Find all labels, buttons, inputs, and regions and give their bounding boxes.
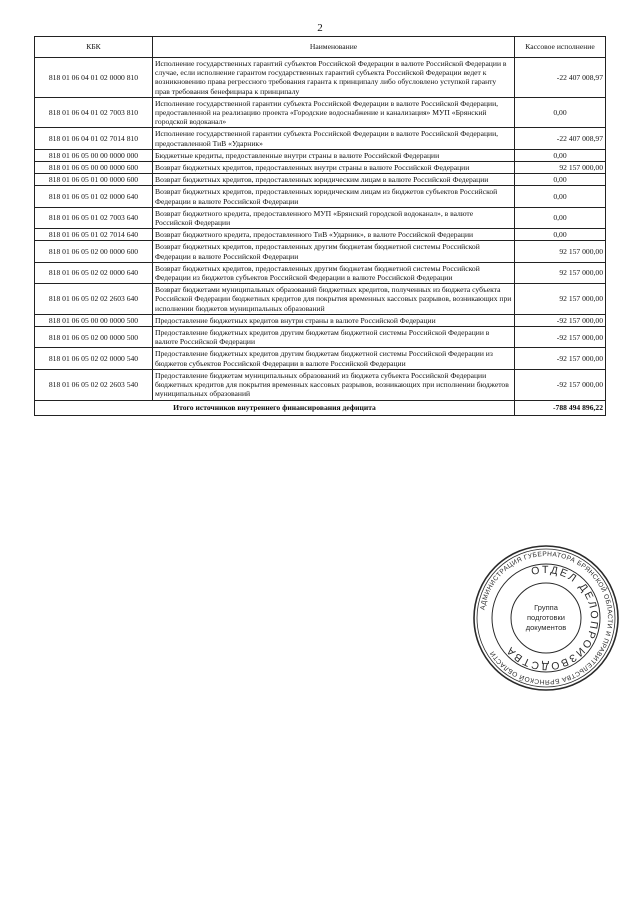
kbk-table xyxy=(34,36,606,416)
name-cell: Исполнение государственных гарантий субъектов Российской Федерации в валюте Российской Федерации в случае, если исполнение гарантом государственных гарантий субъекта Российской Федерации ведет к возникновению права регрессного требования гаранта к принципалу либо обусловлено уступкой гаранту прав требования бенефициара к принципалу xyxy=(153,58,515,98)
name-cell: Предоставление бюджетных кредитов другим бюджетам бюджетной системы Российской Федерации в валюте Российской Федерации xyxy=(153,327,515,348)
table-row xyxy=(35,174,606,186)
table-row xyxy=(35,149,606,161)
kbk-code-cell: 818 01 06 05 00 00 0000 500 xyxy=(35,314,153,326)
stamp-center-line-3: документов xyxy=(525,623,567,632)
amount-cell: 0,00 xyxy=(515,97,606,128)
total-row xyxy=(35,400,606,415)
amount-cell: 0,00 xyxy=(515,186,606,207)
name-cell: Возврат бюджетных кредитов, предоставленных другим бюджетам бюджетной системы Российской Федерации из бюджетов субъектов Российской Федерации в валюте Российской Федерации xyxy=(153,262,515,283)
kbk-code-cell: 818 01 06 05 02 02 2603 640 xyxy=(35,284,153,315)
table-row xyxy=(35,262,606,283)
amount-cell: 92 157 000,00 xyxy=(515,241,606,262)
amount-cell: 0,00 xyxy=(515,149,606,161)
amount-cell: -92 157 000,00 xyxy=(515,348,606,369)
name-cell: Возврат бюджетами муниципальных образований бюджетных кредитов, полученных из бюджета субъекта Российской Федерации бюджетных кредитов для покрытия временных кассовых разрывов, возникающих при исполнении бюджетов муниципальных образований xyxy=(153,284,515,315)
kbk-code-cell: 818 01 06 05 00 00 0000 000 xyxy=(35,149,153,161)
kbk-code-cell: 818 01 06 05 01 02 7014 640 xyxy=(35,229,153,241)
amount-cell: -22 407 008,97 xyxy=(515,58,606,98)
amount-cell: 92 157 000,00 xyxy=(515,162,606,174)
name-cell: Предоставление бюджетных кредитов внутри страны в валюте Российской Федерации xyxy=(153,314,515,326)
name-cell: Возврат бюджетных кредитов, предоставленных другим бюджетам бюджетной системы Российской Федерации в валюте Российской Федерации xyxy=(153,241,515,262)
kbk-code-cell: 818 01 06 05 02 02 2603 540 xyxy=(35,369,153,400)
name-cell: Предоставление бюджетных кредитов другим бюджетам бюджетной системы Российской Федерации из бюджетов субъектов Российской Федерации в валюте Российской Федерации xyxy=(153,348,515,369)
table-header-row xyxy=(35,37,606,58)
amount-cell: 92 157 000,00 xyxy=(515,284,606,315)
kbk-code-cell: 818 01 06 05 02 00 0000 600 xyxy=(35,241,153,262)
kbk-code-cell: 818 01 06 04 01 02 7003 810 xyxy=(35,97,153,128)
stamp-center-line-1: Группа xyxy=(534,603,558,612)
table-row xyxy=(35,229,606,241)
name-cell: Возврат бюджетных кредитов, предоставленных внутри страны в валюте Российской Федерации xyxy=(153,162,515,174)
table-row xyxy=(35,241,606,262)
total-label: Итого источников внутреннего финансирования дефицита xyxy=(35,400,515,415)
kbk-column-header: КБК xyxy=(35,37,153,58)
amount-cell: -92 157 000,00 xyxy=(515,327,606,348)
kbk-code-cell: 818 01 06 05 02 02 0000 540 xyxy=(35,348,153,369)
amount-cell: 0,00 xyxy=(515,229,606,241)
official-stamp xyxy=(471,543,621,693)
stamp-outer-text: АДМИНИСТРАЦИЯ ГУБЕРНАТОРА БРЯНСКОЙ ОБЛАСТИ И ПРАВИТЕЛЬСТВА БРЯНСКОЙ ОБЛАСТИ xyxy=(479,550,614,686)
name-cell: Возврат бюджетного кредита, предоставленного ТиВ «Ударник», в валюте Российской Федерации xyxy=(153,229,515,241)
kbk-code-cell: 818 01 06 04 01 02 7014 810 xyxy=(35,128,153,149)
table-row xyxy=(35,162,606,174)
table-row xyxy=(35,58,606,98)
table-row xyxy=(35,97,606,128)
table-row xyxy=(35,128,606,149)
stamp-middle-text: ОТДЕЛ ДЕЛОПРОИЗВОДСТВА xyxy=(503,563,601,673)
amount-cell: -92 157 000,00 xyxy=(515,369,606,400)
kbk-code-cell: 818 01 06 05 01 02 7003 640 xyxy=(35,207,153,228)
page-number: 2 xyxy=(317,22,323,34)
table-row xyxy=(35,284,606,315)
amount-cell: -22 407 008,97 xyxy=(515,128,606,149)
amount-cell: -92 157 000,00 xyxy=(515,314,606,326)
name-cell: Бюджетные кредиты, предоставленные внутри страны в валюте Российской Федерации xyxy=(153,149,515,161)
name-cell: Исполнение государственной гарантии субъекта Российской Федерации в валюте Российской Федерации, предоставленной ТиВ «Ударник» xyxy=(153,128,515,149)
amount-cell: 0,00 xyxy=(515,207,606,228)
amount-cell: 0,00 xyxy=(515,174,606,186)
amount-column-header: Кассовое исполнение xyxy=(515,37,606,58)
kbk-code-cell: 818 01 06 05 02 02 0000 640 xyxy=(35,262,153,283)
table-row xyxy=(35,314,606,326)
name-cell: Возврат бюджетного кредита, предоставленного МУП «Брянский городской водоканал», в валюте Российской Федерации xyxy=(153,207,515,228)
name-column-header: Наименование xyxy=(153,37,515,58)
kbk-code-cell: 818 01 06 05 02 00 0000 500 xyxy=(35,327,153,348)
name-cell: Возврат бюджетных кредитов, предоставленных юридическим лицам в валюте Российской Федерации xyxy=(153,174,515,186)
kbk-code-cell: 818 01 06 05 01 02 0000 640 xyxy=(35,186,153,207)
kbk-code-cell: 818 01 06 05 00 00 0000 600 xyxy=(35,162,153,174)
name-cell: Возврат бюджетных кредитов, предоставленных юридическим лицам из бюджетов субъектов Российской Федерации в валюте Российской Федерации xyxy=(153,186,515,207)
amount-cell: 92 157 000,00 xyxy=(515,262,606,283)
table-row xyxy=(35,348,606,369)
table-row xyxy=(35,207,606,228)
name-cell: Исполнение государственной гарантии субъекта Российской Федерации в валюте Российской Федерации, предоставленной на реализацию проекта «Городские водоснабжение и канализация» МУП «Брянский городской водоканал» xyxy=(153,97,515,128)
kbk-code-cell: 818 01 06 05 01 00 0000 600 xyxy=(35,174,153,186)
table-row xyxy=(35,369,606,400)
table-row xyxy=(35,186,606,207)
stamp-center-line-2: подготовки xyxy=(527,613,565,622)
total-amount: -788 494 896,22 xyxy=(515,400,606,415)
name-cell: Предоставление бюджетам муниципальных образований из бюджета субъекта Российской Федерации бюджетных кредитов для покрытия временных кассовых разрывов, возникающих при исполнении бюджетов муниципальных образований xyxy=(153,369,515,400)
table-row xyxy=(35,327,606,348)
kbk-code-cell: 818 01 06 04 01 02 0000 810 xyxy=(35,58,153,98)
